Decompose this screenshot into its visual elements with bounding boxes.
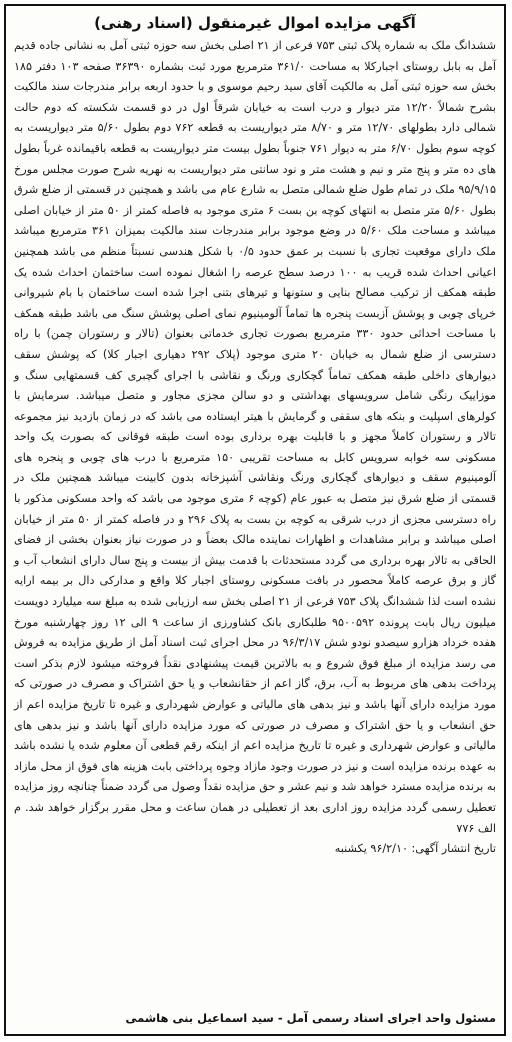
notice-body <box>14 36 496 839</box>
publish-date: تاریخ انتشار آگهی: ۹۶/۲/۱۰ یکشنبه <box>334 842 496 856</box>
notice-frame <box>4 4 506 1036</box>
notice-body-text: ششدانگ ملک به شماره پلاک ثبتی ۷۵۳ فرعی از ۲۱ اصلی بخش سه حوزه ثبتی آمل به نشانی جاده قدیم آمل به بابل روستای اجبارکلا به مساحت ۳۶۱/۰ مترمربع مورد ثبت بشماره ۳۶۳۹۰ صفحه ۱۰۳ دفتر ۱۸۵ بخش سه حوزه ثبتی آمل به مالکیت آقای سید رحیم موسوی و با حدود اربعه برابر مندرجات سند مالکیت بشرح شمالاً ۱۲/۲۰ متر دیوار و درب است به خیابان شرقاً اول در دو قسمت شکسته که دوم حالت شمالی دارد بطولهای ۱۲/۷۰ متر و ۸/۷۰ متر دیواریست به قطعه ۷۶۲ دوم بطول ۵/۶۰ متر دیواریست به کوچه سوم بطول ۶/۷۰ متر به دیوار ۷۶۱ جنوباً بطول بیست متر دیواریست به قطعه باقیمانده غرباً بطول های ده متر و پنج متر و نیم و هشت متر و نود سانتی متر دیواریست به نهریه شرح صورت مجلس مورخ ۹۵/۹/۱۵ ملک در تمام طول ضلع شمالی متصل به شارع عام می باشد و همچنین در قسمتی از ضلع شرق بطول ۵/۶۰ متر متصل به انتهای کوچه بن بست ۶ متری موجود به فاصله کمتر از ۵۰ متر از خیابان اصلی میباشد و مساحت ملک ۵/۶۰ در وضع موجود برابر مندرجات سند مالکیت بمیزان ۳۶۱ مترمربع میباشد ملک دارای موقعیت تجاری با نسبت بر عمق حدود ۰/۵ با شکل هندسی نسبتاً منظم می باشد همچنین اعیانی احداث شده قریب به ۱۰۰ درصد سطح عرصه را اشغال نموده است ساختمان احداث شده یک طبقه همکف از ترکیب مصالح بنایی و ستونها و تیرهای بتنی اجرا شده است ساختمان با بام شیروانی خرپای چوبی و پوشش آزبست پنجره ها تماماً آلومینیوم نمای اصلی پوشش سنگ می باشد طبقه همکف با مساحت احداثی حدود ۳۳۰ مترمربع بصورت تجاری خدماتی بعنوان (تالار و رستوران چمن) با راه دسترسی از ضلع شمال به خیابان ۲۰ متری موجود (پلاک ۲۹۲ دهیاری اجبار کلا) که پوشش سقف دیوارهای داخلی طبقه همکف تماماً گچکاری ورنگ و نقاشی با اجرای گچبری کف قسمتهایی سنگ و موزاییک رنگی شامل سرویسهای بهداشتی و دو سالن مجزی مجاور و متصل میباشد. سرمایش با کولرهای اسپلیت و بنکه های سقفی و گرمایش با هیتر ایستاده می باشد که در زمان بازدید نیز مجموعه تالار و رستوران کاملاً مجهز و با قابلیت بهره برداری بوده است طبقه فوقانی که بصورت یک واحد مسکونی سه خوابه سرویس کابل به مساحت تقریبی ۱۵۰ مترمربع با درب های چوبی و پنجره های آلومینیوم سقف و دیوارهای گچکاری ورنگ ونقاشی آشپزخانه بدون کابینت میباشد همچنین ملک در قسمتی از ضلع شرق نیز متصل به عبور عام (کوچه ۶ متری موجود می باشد که واحد مسکونی مذکور با راه دسترسی مجزی از درب شرقی به کوچه بن بست به پلاک ۲۹۶ و در فاصله کمتر از ۵۰ متر از خیابان اصلی میباشد و برابر مشاهدات و اظهارات نماینده مالک بعضاً و در صورت نیاز بعنوان بخشی از فضای الحاقی به تالار بهره برداری می گردد مستحدثات با قدمت بیش از بیست و پنج سال دارای انشعاب آب و گاز و برق عرصه کاملاً محصور در بافت مسکونی روستای اجبار کلا واقع و مدارکی دال بر بیمه ارایه نشده است لذا ششدانگ پلاک ۷۵۳ فرعی از ۲۱ اصلی بخش سه ارزیابی شده به مبلغ سه میلیارد دویست میلیون ریال بابت پرونده ۹۵۰۰۵۹۲ طلبکاری بانک کشاورزی از ساعت ۹ الی ۱۲ روز چهارشنبه مورخ هفده خرداد هزارو سیصدو نودو شش ۹۶/۳/۱۷ در محل اجرای ثبت اسناد آمل از طریق مزایده به فروش می رسد مزایده از مبلغ فوق شروع و به بالاترین قیمت پیشنهادی نقداً فروخته میشود لازم بذکر است پرداخت بدهی های مربوط به آب، برق، گاز اعم از حقانشعاب و یا حق اشتراک و مصرف در صورتی که مورد مزایده دارای آنها باشد و نیز بدهی های مالیاتی و عوارض شهرداری و غیره تا تاریخ مزایده اعم از حق انشعاب و یا حق اشتراک و مصرف در صورتی که مورد مزایده دارای آنها باشد و نیز بدهی های مالیاتی و عوارض شهرداری و غیره تا تاریخ مزایده اعم از اینکه رقم قطعی آن معلوم شده یا نشده باشد به عهده برنده مزایده است و نیز در صورت وجود مازاد وجوه پرداختی بابت هزینه های فوق از محل مازاد به برنده مزایده مسترد خواهد شد و نیم عشر و حق مزایده نقداً وصول می گردد ضمناً چنانچه روز مزایده تعطیل رسمی گردد مزایده روز اداری بعد از تعطیلی در همان ساعت و محل مقرر برگزار خواهد شد. م الف ۷۷۶ <box>14 39 497 835</box>
signature-line: مسئول واحد اجرای اسناد رسمی آمل - سید اسماعیل بنی هاشمی <box>125 1011 496 1025</box>
notice-title: آگهی مزایده اموال غیرمنقول (اسناد رهنی) <box>94 14 416 32</box>
